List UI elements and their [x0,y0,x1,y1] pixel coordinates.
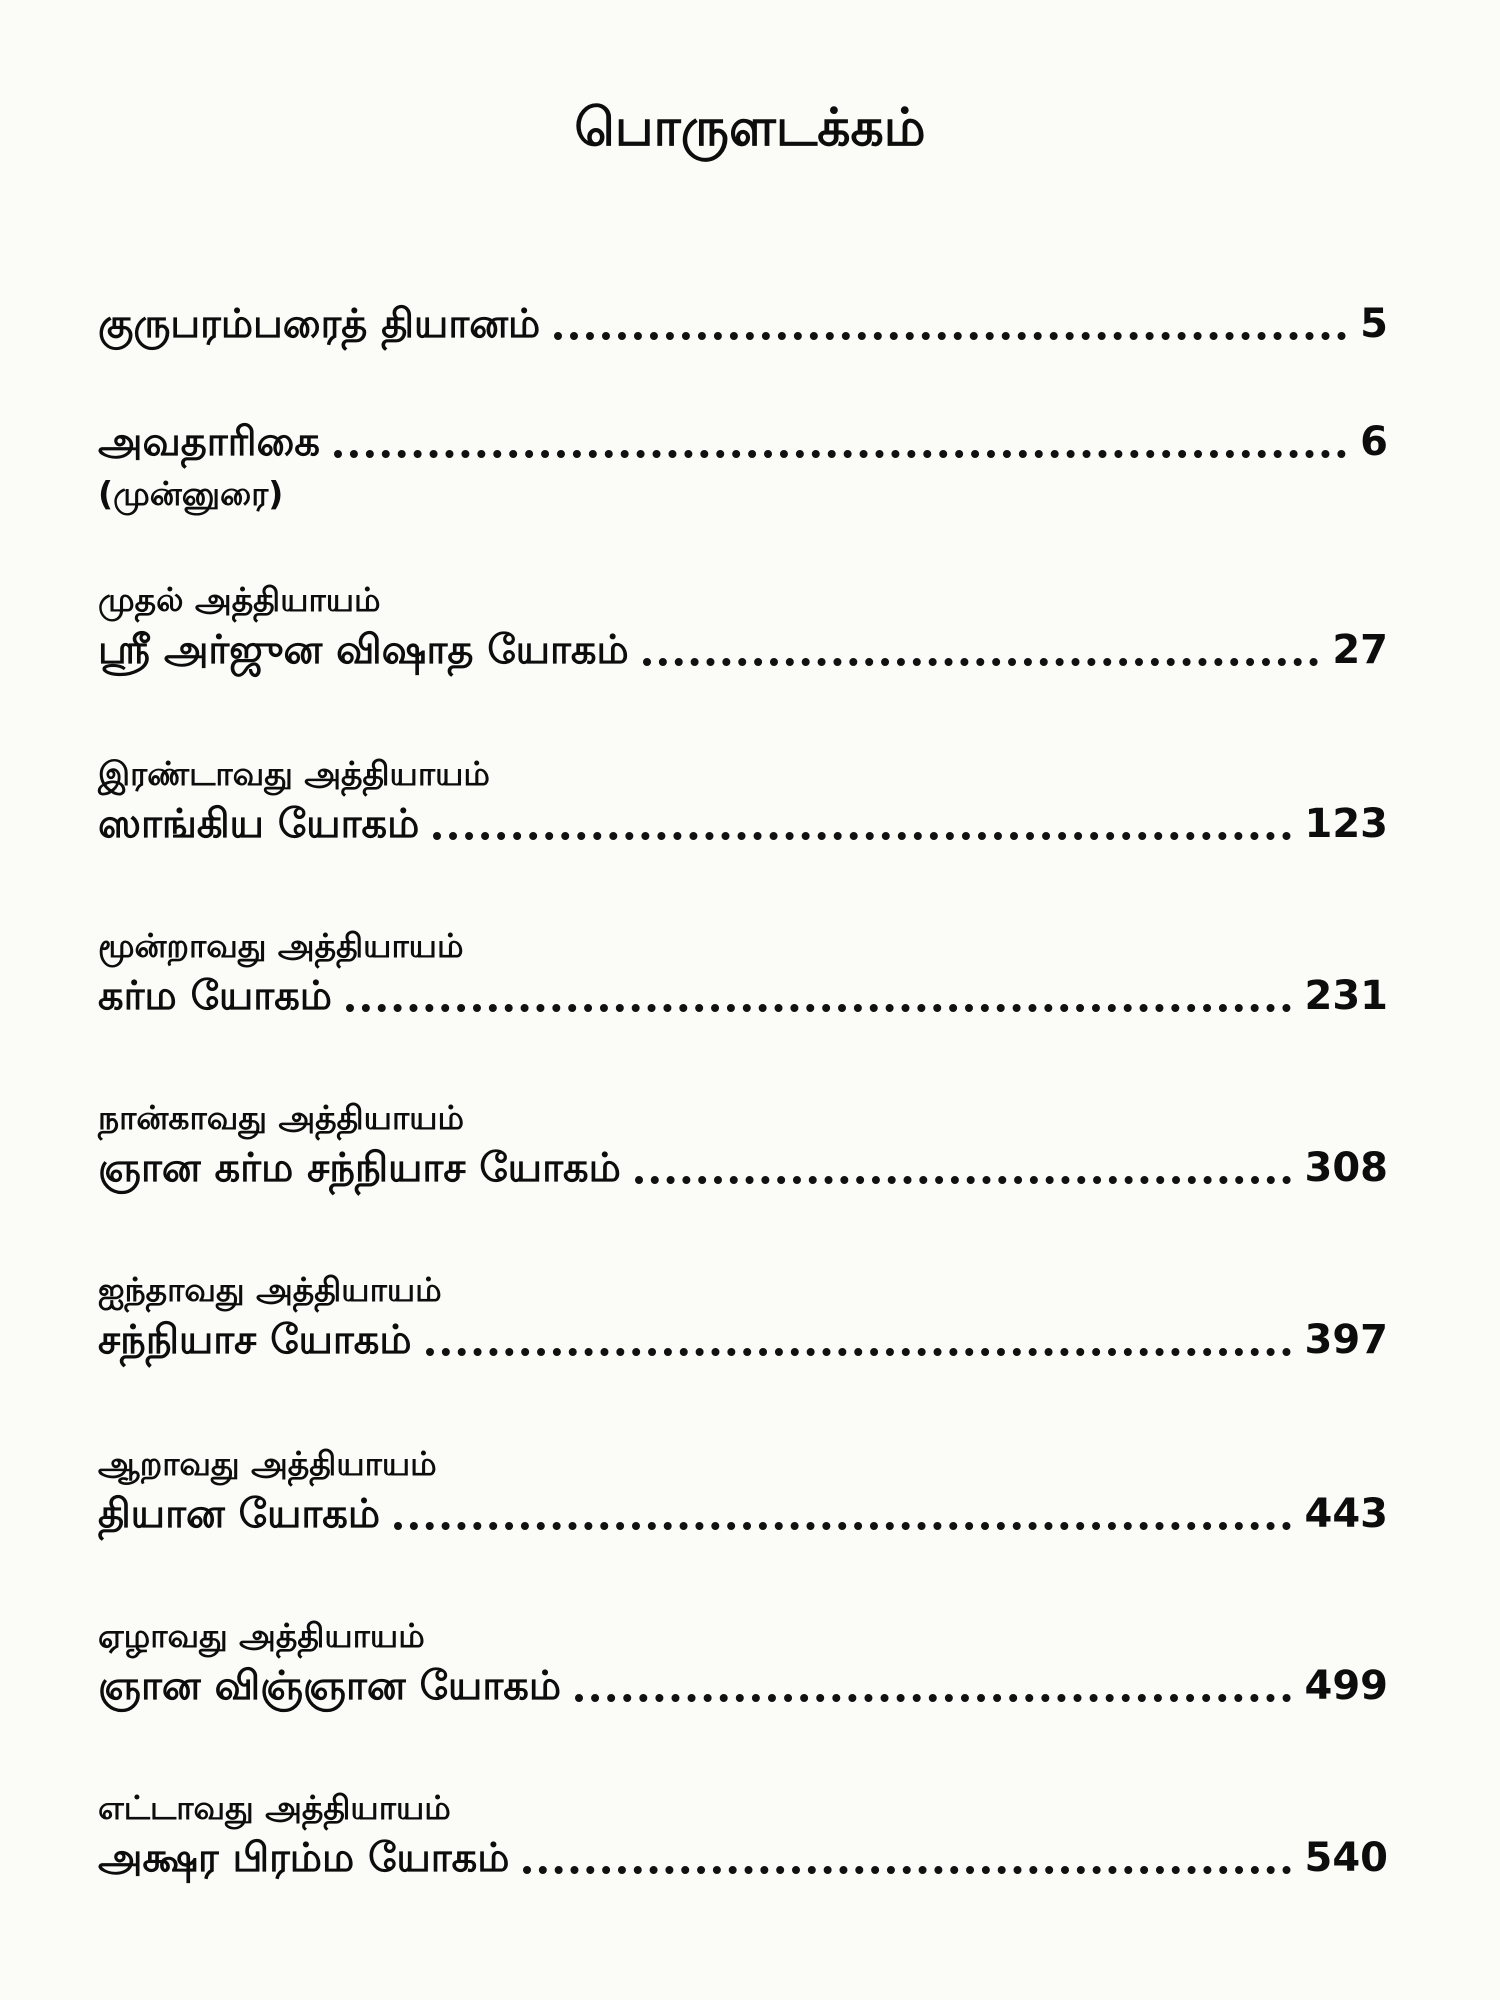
toc-row [98,1312,1388,1368]
entry-name: ஞான விஞ்ஞான யோகம் [98,1663,562,1709]
leader-dots [433,832,1290,840]
leader-dots [635,1176,1291,1184]
page-title: பொருளடக்கம் [574,98,926,158]
leader-dots [643,658,1319,666]
leader-dots [346,1004,1291,1012]
toc-row [98,1658,1388,1714]
toc-row [98,296,1388,352]
leader-dots [394,1522,1290,1530]
leader-dots [334,450,1346,458]
entry-name: குருபரம்பரைத் தியானம் [98,301,541,347]
leader-dots [426,1348,1291,1356]
toc-entry [98,924,1388,1024]
entry-name: ஸ்ரீ அர்ஜுன விஷாத யோகம் [98,627,629,673]
toc-entry [98,1786,1388,1886]
entry-page-number: 123 [1304,801,1388,847]
chapter-label: நான்காவது அத்தியாயம் [98,1098,465,1137]
toc-entry [98,1268,1388,1368]
toc-row [98,1140,1388,1196]
entry-page-number: 231 [1304,973,1388,1019]
entry-subtitle: (முன்னுரை) [98,474,284,513]
chapter-label: மூன்றாவது அத்தியாயம் [98,926,464,965]
entry-name: அவதாரிகை [98,419,320,465]
toc-row [98,1486,1388,1542]
entry-page-number: 499 [1304,1663,1388,1709]
toc-entry [98,1096,1388,1196]
entry-name: சந்நியாச யோகம் [98,1317,412,1363]
chapter-label: ஏழாவது அத்தியாயம் [98,1616,425,1655]
chapter-label: இரண்டாவது அத்தியாயம் [98,754,490,793]
entry-page-number: 6 [1360,419,1388,465]
toc-entry [98,1614,1388,1714]
chapter-label: எட்டாவது அத்தியாயம் [98,1788,451,1827]
entry-page-number: 308 [1304,1145,1388,1191]
chapter-label: ஐந்தாவது அத்தியாயம் [98,1270,442,1309]
toc-entry [98,414,1388,518]
toc-entry [98,296,1388,352]
entry-page-number: 27 [1332,627,1388,673]
toc-row [98,1830,1388,1886]
chapter-label: முதல் அத்தியாயம் [98,580,381,619]
entry-name: கர்ம யோகம் [98,973,332,1019]
entry-page-number: 443 [1304,1491,1388,1537]
toc-row [98,622,1388,678]
toc-row [98,414,1388,470]
toc-entry [98,1442,1388,1542]
entry-name: அக்ஷர பிரம்ம யோகம் [98,1835,510,1881]
entry-page-number: 540 [1304,1835,1388,1881]
toc-row [98,968,1388,1024]
leader-dots [554,332,1346,340]
toc-entry [98,578,1388,678]
chapter-label: ஆறாவது அத்தியாயம் [98,1444,437,1483]
entry-name: ஸாங்கிய யோகம் [98,801,420,847]
entry-page-number: 5 [1360,301,1388,347]
leader-dots [575,1694,1290,1702]
toc-entry [98,752,1388,852]
entry-name: ஞான கர்ம சந்நியாச யோகம் [98,1145,621,1191]
toc-row [98,796,1388,852]
entry-name: தியான யோகம் [98,1491,381,1537]
entry-page-number: 397 [1304,1317,1388,1363]
leader-dots [523,1866,1290,1874]
